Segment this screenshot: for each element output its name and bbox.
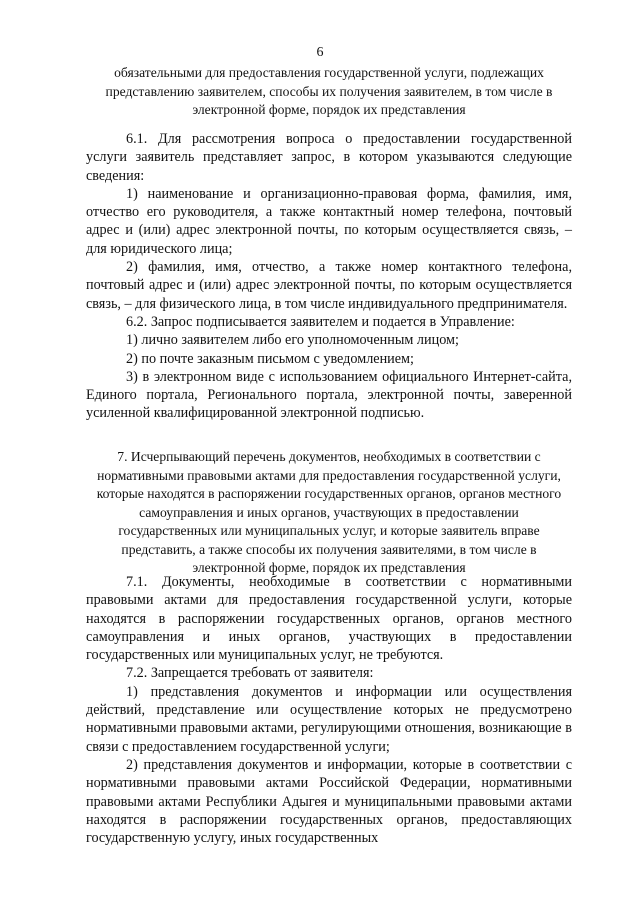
page-number: 6 (316, 45, 324, 60)
paragraph-6-2-item-2: 2) по почте заказным письмом с уведомлением; (126, 350, 414, 367)
section-6-body (86, 130, 572, 423)
paragraph-7-2: 7.2. Запрещается требовать от заявителя: (126, 665, 374, 682)
section-7-body (86, 573, 572, 847)
paragraph-6-1: 6.1. Для рассмотрения вопроса о предоставлении государственной услуги заявитель представляет запрос, в котором указываются следующие сведения: (86, 131, 572, 184)
paragraph-6-2: 6.2. Запрос подписывается заявителем и подается в Управление: (126, 313, 515, 330)
paragraph-6-1-item-2: 2) фамилия, имя, отчество, а также номер контактного телефона, почтовый адрес и (или) адрес электронной почты, по которым осуществляется связь, – для физического лица, в том числе индивидуального предпринимателя. (86, 259, 572, 312)
section-heading-continued: обязательными для предоставления государственной услуги, подлежащих представлению заявителем, способы их получения заявителем, в том числе в электронной форме, порядок их представления (105, 65, 553, 117)
paragraph-6-2-item-1: 1) лично заявителем либо его уполномоченным лицом; (126, 332, 459, 349)
paragraph-7-2-item-1: 1) представления документов и информации или осуществления действий, представление или осуществление которых не предусмотрено нормативными правовыми актами, регулирующими отношения, возникающие в связи с предоставлением государственной услуги; (86, 683, 572, 755)
paragraph-6-1-item-1: 1) наименование и организационно-правовая форма, фамилия, имя, отчество его руководителя, а также контактный номер телефона, почтовый адрес и (или) адрес электронной почты, по которым осуществляется связь, – для юридического лица; (86, 185, 572, 257)
paragraph-6-2-item-3: 3) в электронном виде с использованием официального Интернет-сайта, Единого портала, Регионального портала, электронной почты, заверенной усиленной квалифицированной электронной подписью. (86, 368, 572, 422)
section-7-heading: 7. Исчерпывающий перечень документов, необходимых в соответствии с нормативными правовыми актами для предоставления государственной услуги, которые находятся в распоряжении государственных органов, органов местного самоуправления и иных органов, участвующих в предоставлении государственных или муниципальных услуг, и которые заявитель вправе представить, а также способы их получения заявителями, в том числе в электронной форме, порядок их представления (96, 449, 562, 575)
paragraph-7-1: 7.1. Документы, необходимые в соответствии с нормативными правовыми актами для предоставления государственной услуги, которые находятся в распоряжении государственных органов, органов местного самоуправления и иных органов, участвующих в предоставлении государственных или муниципальных услуг, не требуются. (86, 574, 572, 664)
paragraph-7-2-item-2: 2) представления документов и информации, которые в соответствии с нормативными правовыми актами Российской Федерации, нормативными правовыми актами Республики Адыгея и муниципальными правовыми актами находятся в распоряжении государственных органов, предоставляющих государственную услугу, иных государственных (86, 756, 572, 847)
